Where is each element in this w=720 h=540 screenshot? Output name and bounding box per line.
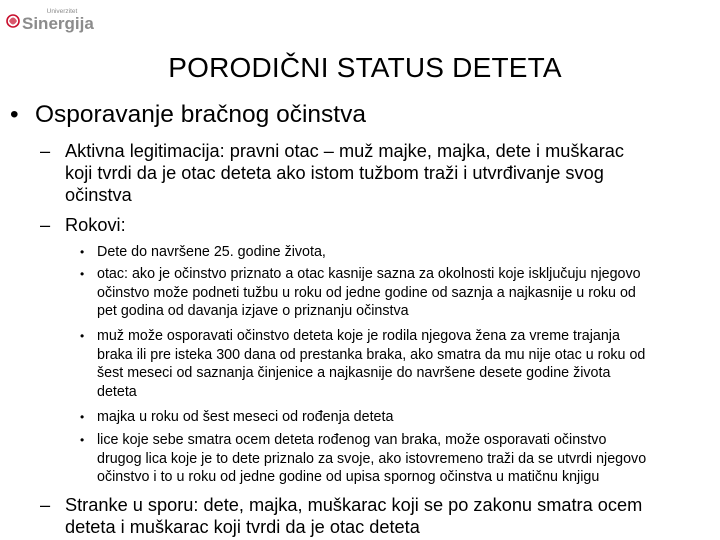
deadline-line: muž može osporavati očinstvo deteta koje je rodila njegova žena za vreme trajanja [97, 328, 620, 344]
deadline-line: lice koje sebe smatra ocem deteta rođenog van braka, može osporavati očinstvo [97, 432, 607, 448]
logo-small-text: Univerzitet [46, 8, 78, 15]
deadline-line: otac: ako je očinstvo priznato a otac kasnije sazna za okolnosti koje isključuju njegovo [97, 266, 641, 282]
deadline-line: deteta [97, 384, 137, 401]
item-line: deteta i muškarac koji tvrdi da je otac deteta [65, 517, 420, 537]
main-bullet [10, 101, 366, 129]
bullet-icon: • [80, 433, 85, 447]
logo-name: Sinergija [22, 14, 94, 33]
deadline-line: očinstvo i to u roku od jedne godine od upisa spornog očinstva u matičnu knjigu [97, 469, 600, 486]
bullet-icon: • [80, 267, 85, 281]
deadline-line: braka ili pre isteka 300 dana od prestanka braka, ako smatra da mu nije otac u roku od [97, 346, 646, 363]
item-line: koji tvrdi da je otac deteta ako istom tužbom traži i utvrđivanje svog [65, 163, 604, 183]
dash-icon: – [40, 141, 51, 161]
item-line: očinstva [65, 185, 132, 205]
item-line: Rokovi: [65, 215, 126, 235]
dash-icon: – [40, 495, 51, 515]
deadline-line: šest meseci od saznanja činjenice a najkasnije do navršene desete godine života [97, 365, 611, 382]
deadline-line: pet godina od davanja izjave o priznanju očinstva [97, 303, 409, 320]
dash-icon: – [40, 215, 51, 235]
bullet-icon: • [80, 245, 85, 259]
item-line: Aktivna legitimacija: pravni otac – muž majke, majka, dete i muškarac [65, 141, 624, 161]
deadline-line: očinstvo može podneti tužbu u roku od jedne godine od saznja a najkasnije u roku od [97, 284, 636, 301]
deadline-line: Dete do navršene 25. godine života, [97, 244, 326, 260]
bullet-icon: • [80, 410, 85, 424]
main-heading: Osporavanje bračnog očinstva [35, 101, 366, 128]
bullet-icon: • [10, 101, 19, 128]
slide-title: PORODIČNI STATUS DETETA [168, 52, 562, 83]
bullet-icon: • [80, 329, 85, 343]
deadline-line: drugog lica koje je to dete priznalo za svoje, ako istovremeno traži da se utvrdi njegovo [97, 450, 647, 467]
item-line: Stranke u sporu: dete, majka, muškarac koji se po zakonu smatra ocem [65, 495, 643, 515]
deadline-line: majka u roku od šest meseci od rođenja deteta [97, 409, 394, 425]
